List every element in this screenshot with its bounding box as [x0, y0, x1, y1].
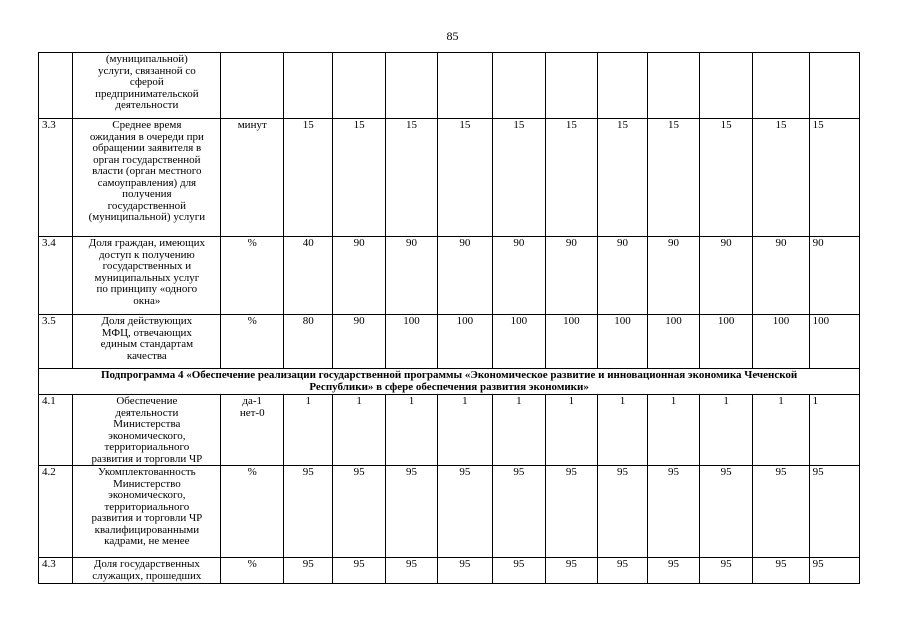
unit-of-measure: да-1 нет-0	[221, 395, 284, 466]
value-cell: 15	[699, 119, 752, 237]
value-cell: 1	[648, 395, 700, 466]
indicators-table	[38, 52, 905, 584]
value-cell: 1	[546, 395, 598, 466]
row-number: 4.2	[39, 466, 73, 558]
value-cell	[492, 53, 545, 119]
indicator-name: (муниципальной) услуги, связанной со сферой предпринимательской деятельности	[73, 53, 221, 119]
value-cell: 80	[284, 315, 333, 369]
value-cell: 95	[546, 558, 598, 584]
value-cell: 100	[809, 315, 860, 369]
table-row	[39, 315, 905, 369]
value-cell: 100	[438, 315, 492, 369]
indicator-name: Обеспечение деятельности Министерства экономического, территориального развития и торговли ЧР	[73, 395, 221, 466]
value-cell: 95	[809, 466, 860, 558]
row-number: 4.1	[39, 395, 73, 466]
value-cell: 95	[597, 466, 648, 558]
table-row	[39, 53, 905, 119]
value-cell: 95	[809, 558, 860, 584]
value-cell: 90	[699, 237, 752, 315]
value-cell: 95	[648, 466, 700, 558]
subprogram-title-line1: Подпрограмма 4 «Обеспечение реализации государственной программы «Экономическое развитие и инновационная экономика Чеченской	[100, 369, 798, 381]
indicator-name: Среднее время ожидания в очереди при обращении заявителя в орган государственной власти (орган местного самоуправления) для получения государственной (муниципальной) услуги	[73, 119, 221, 237]
row-number: 3.3	[39, 119, 73, 237]
value-cell: 1	[753, 395, 809, 466]
value-cell: 1	[438, 395, 492, 466]
value-cell: 95	[753, 466, 809, 558]
value-cell	[597, 53, 648, 119]
row-number	[39, 53, 73, 119]
table-row	[39, 466, 905, 558]
value-cell: 90	[753, 237, 809, 315]
value-cell: 95	[385, 466, 438, 558]
value-cell: 90	[333, 237, 385, 315]
value-cell: 95	[699, 466, 752, 558]
unit-of-measure	[221, 53, 284, 119]
row-number: 3.4	[39, 237, 73, 315]
unit-of-measure: %	[221, 237, 284, 315]
value-cell: 100	[597, 315, 648, 369]
value-cell	[699, 53, 752, 119]
value-cell: 90	[492, 237, 545, 315]
value-cell: 100	[699, 315, 752, 369]
value-cell: 1	[333, 395, 385, 466]
value-cell: 100	[492, 315, 545, 369]
value-cell: 95	[333, 466, 385, 558]
value-cell: 40	[284, 237, 333, 315]
value-cell: 1	[385, 395, 438, 466]
value-cell	[648, 53, 700, 119]
indicator-name: Доля государственных служащих, прошедших	[73, 558, 221, 584]
page-number: 85	[446, 29, 459, 43]
value-cell	[546, 53, 598, 119]
value-cell: 100	[648, 315, 700, 369]
value-cell: 90	[809, 237, 860, 315]
unit-of-measure: минут	[221, 119, 284, 237]
table-row	[39, 237, 905, 315]
table-row	[39, 395, 905, 466]
indicator-name: Укомплектованность Министерство экономического, территориального развития и торговли ЧР квалифицированными кадрами, не менее	[73, 466, 221, 558]
value-cell	[333, 53, 385, 119]
unit-of-measure: %	[221, 466, 284, 558]
value-cell: 95	[648, 558, 700, 584]
value-cell: 95	[438, 466, 492, 558]
value-cell: 95	[438, 558, 492, 584]
row-number: 4.3	[39, 558, 73, 584]
value-cell: 100	[546, 315, 598, 369]
value-cell: 15	[753, 119, 809, 237]
value-cell: 90	[597, 237, 648, 315]
value-cell	[753, 53, 809, 119]
value-cell	[438, 53, 492, 119]
value-cell: 95	[492, 558, 545, 584]
value-cell: 95	[333, 558, 385, 584]
value-cell: 95	[284, 558, 333, 584]
unit-of-measure: %	[221, 315, 284, 369]
value-cell: 1	[809, 395, 860, 466]
value-cell	[809, 53, 860, 119]
indicator-name: Доля действующих МФЦ, отвечающих единым стандартам качества	[73, 315, 221, 369]
value-cell: 95	[699, 558, 752, 584]
value-cell: 1	[492, 395, 545, 466]
value-cell: 1	[699, 395, 752, 466]
value-cell: 95	[385, 558, 438, 584]
table-row	[39, 119, 905, 237]
value-cell: 90	[333, 315, 385, 369]
value-cell: 95	[284, 466, 333, 558]
value-cell: 95	[546, 466, 598, 558]
value-cell	[284, 53, 333, 119]
value-cell: 95	[492, 466, 545, 558]
value-cell: 15	[809, 119, 860, 237]
unit-of-measure: %	[221, 558, 284, 584]
value-cell: 95	[753, 558, 809, 584]
value-cell: 90	[546, 237, 598, 315]
value-cell: 15	[284, 119, 333, 237]
subprogram-title	[39, 369, 860, 395]
value-cell: 95	[597, 558, 648, 584]
value-cell: 15	[333, 119, 385, 237]
value-cell: 100	[753, 315, 809, 369]
value-cell: 1	[284, 395, 333, 466]
value-cell: 15	[492, 119, 545, 237]
value-cell: 15	[597, 119, 648, 237]
row-number: 3.5	[39, 315, 73, 369]
value-cell: 100	[385, 315, 438, 369]
value-cell: 90	[648, 237, 700, 315]
subprogram-title-line2: Республики» в сфере обеспечения развития экономики»	[309, 380, 589, 393]
value-cell: 90	[438, 237, 492, 315]
value-cell: 15	[648, 119, 700, 237]
value-cell: 15	[438, 119, 492, 237]
indicator-name: Доля граждан, имеющих доступ к получению государственных и муниципальных услуг по принципу «одного окна»	[73, 237, 221, 315]
value-cell: 1	[597, 395, 648, 466]
value-cell: 15	[385, 119, 438, 237]
value-cell: 15	[546, 119, 598, 237]
subprogram-header-row	[39, 369, 905, 395]
table-row	[39, 558, 905, 584]
value-cell: 90	[385, 237, 438, 315]
value-cell	[385, 53, 438, 119]
